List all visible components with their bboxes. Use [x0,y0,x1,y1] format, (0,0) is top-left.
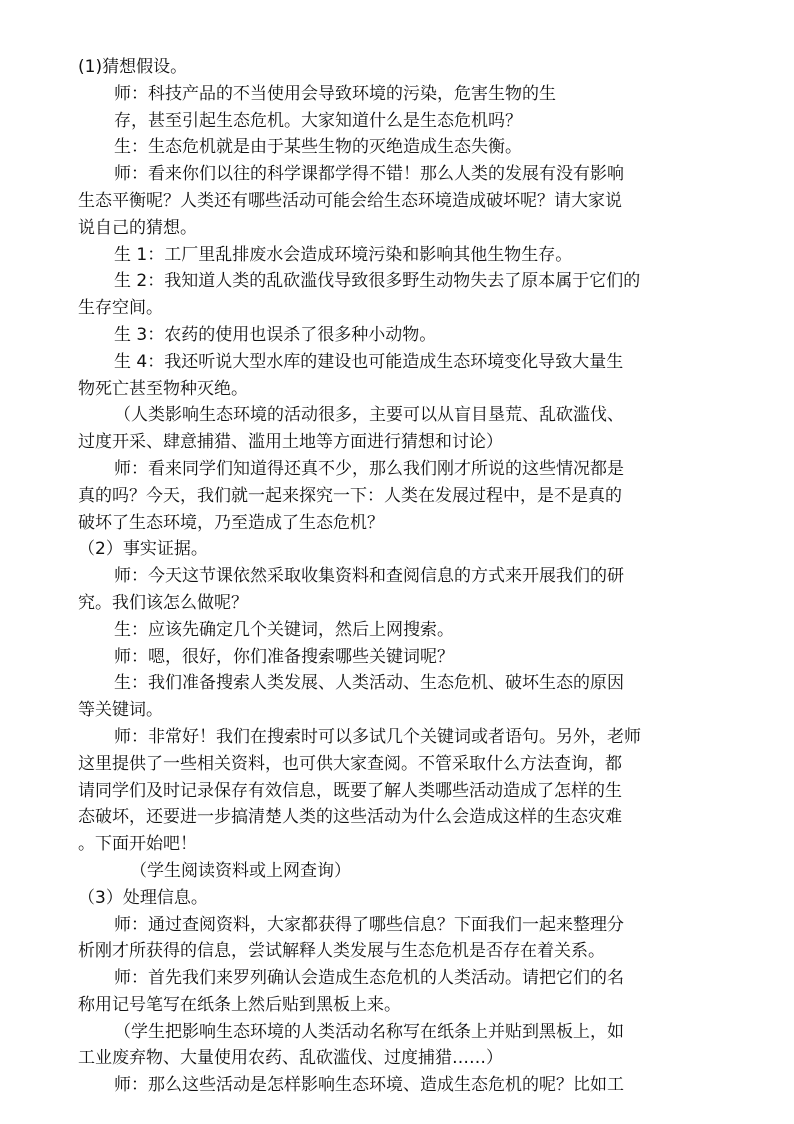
text-line: 生：应该先确定几个关键词，然后上网搜索。 [114,619,454,640]
text-line: （人类影响生态环境的活动很多，主要可以从盲目垦荒、乱砍滥伐、 [114,405,624,426]
text-line: 师：通过查阅资料，大家都获得了哪些信息？下面我们一起来整理分 [114,914,624,935]
text-line: (1)猜想假设。 [78,57,188,77]
text-line: 等关键词。 [78,700,163,721]
text-line: 说自己的猜想。 [78,217,197,238]
text-line: 师：看来同学们知道得还真不少，那么我们刚才所说的这些情况都是 [114,458,624,479]
text-line: 存，甚至引起生态危机。大家知道什么是生态危机吗？ [114,110,522,131]
text-line: 师：首先我们来罗列确认会造成生态危机的人类活动。请把它们的名 [114,968,624,989]
text-line: 师：今天这节课依然采取收集资料和查阅信息的方式来开展我们的研 [114,566,624,587]
text-line: （学生把影响生态环境的人类活动名称写在纸条上并贴到黑板上，如 [114,1021,624,1042]
text-line: 析刚才所获得的信息，尝试解释人类发展与生态危机是否存在着关系。 [78,941,605,962]
document-body [78,54,734,1099]
text-line: 究。我们该怎么做呢？ [78,592,248,613]
text-line: 。下面开始吧！ [78,834,197,855]
text-line: 态破坏，还要进一步搞清楚人类的这些活动为什么会造成这样的生态灾难 [78,807,622,828]
text-line: （学生阅读资料或上网查询） [130,860,351,881]
text-line: 生：我们准备搜索人类发展、人类活动、生态危机、破坏生态的原因 [114,673,624,694]
text-line: 工业废弃物、大量使用农药、乱砍滥伐、过度捕猎……） [78,1048,503,1069]
text-line: 师：嗯，很好，你们准备搜索哪些关键词呢？ [114,646,454,667]
text-line: 过度开采、肆意捕猎、滥用土地等方面进行猜想和讨论） [78,432,503,453]
text-line: 生 3：农药的使用也误杀了很多种小动物。 [114,324,437,345]
text-line: 生 4：我还听说大型水库的建设也可能造成生态环境变化导致大量生 [114,351,624,372]
text-line: 生 1：工厂里乱排废水会造成环境污染和影响其他生物生存。 [114,244,573,265]
text-line: 物死亡甚至物种灭绝。 [78,378,248,399]
text-line: 师：那么这些活动是怎样影响生态环境、造成生态危机的呢？比如工 [114,1075,624,1096]
text-line: 师：非常好！我们在搜索时可以多试几个关键词或者语句。另外，老师 [114,726,641,747]
text-line: （3）处理信息。 [78,887,208,908]
text-line: 生态平衡呢？人类还有哪些活动可能会给生态环境造成破坏呢？请大家说 [78,190,622,211]
text-line: 破坏了生态环境，乃至造成了生态危机？ [78,512,384,533]
text-line: 请同学们及时记录保存有效信息，既要了解人类哪些活动造成了怎样的生 [78,780,622,801]
text-line: （2）事实证据。 [78,539,208,560]
text-line: 师：看来你们以往的科学课都学得不错！那么人类的发展有没有影响 [114,164,624,185]
text-line: 生：生态危机就是由于某些生物的灭绝造成生态失衡。 [114,137,522,158]
text-line: 这里提供了一些相关资料，也可供大家查阅。不管采取什么方法查询，都 [78,753,622,774]
text-line: 称用记号笔写在纸条上然后贴到黑板上来。 [78,994,401,1015]
text-line: 生存空间。 [78,298,163,319]
text-line: 真的吗？今天，我们就一起来探究一下：人类在发展过程中，是不是真的 [78,485,622,506]
text-line: 师：科技产品的不当使用会导致环境的污染，危害生物的生 [114,83,556,104]
text-line: 生 2：我知道人类的乱砍滥伐导致很多野生动物失去了原本属于它们的 [114,271,641,292]
